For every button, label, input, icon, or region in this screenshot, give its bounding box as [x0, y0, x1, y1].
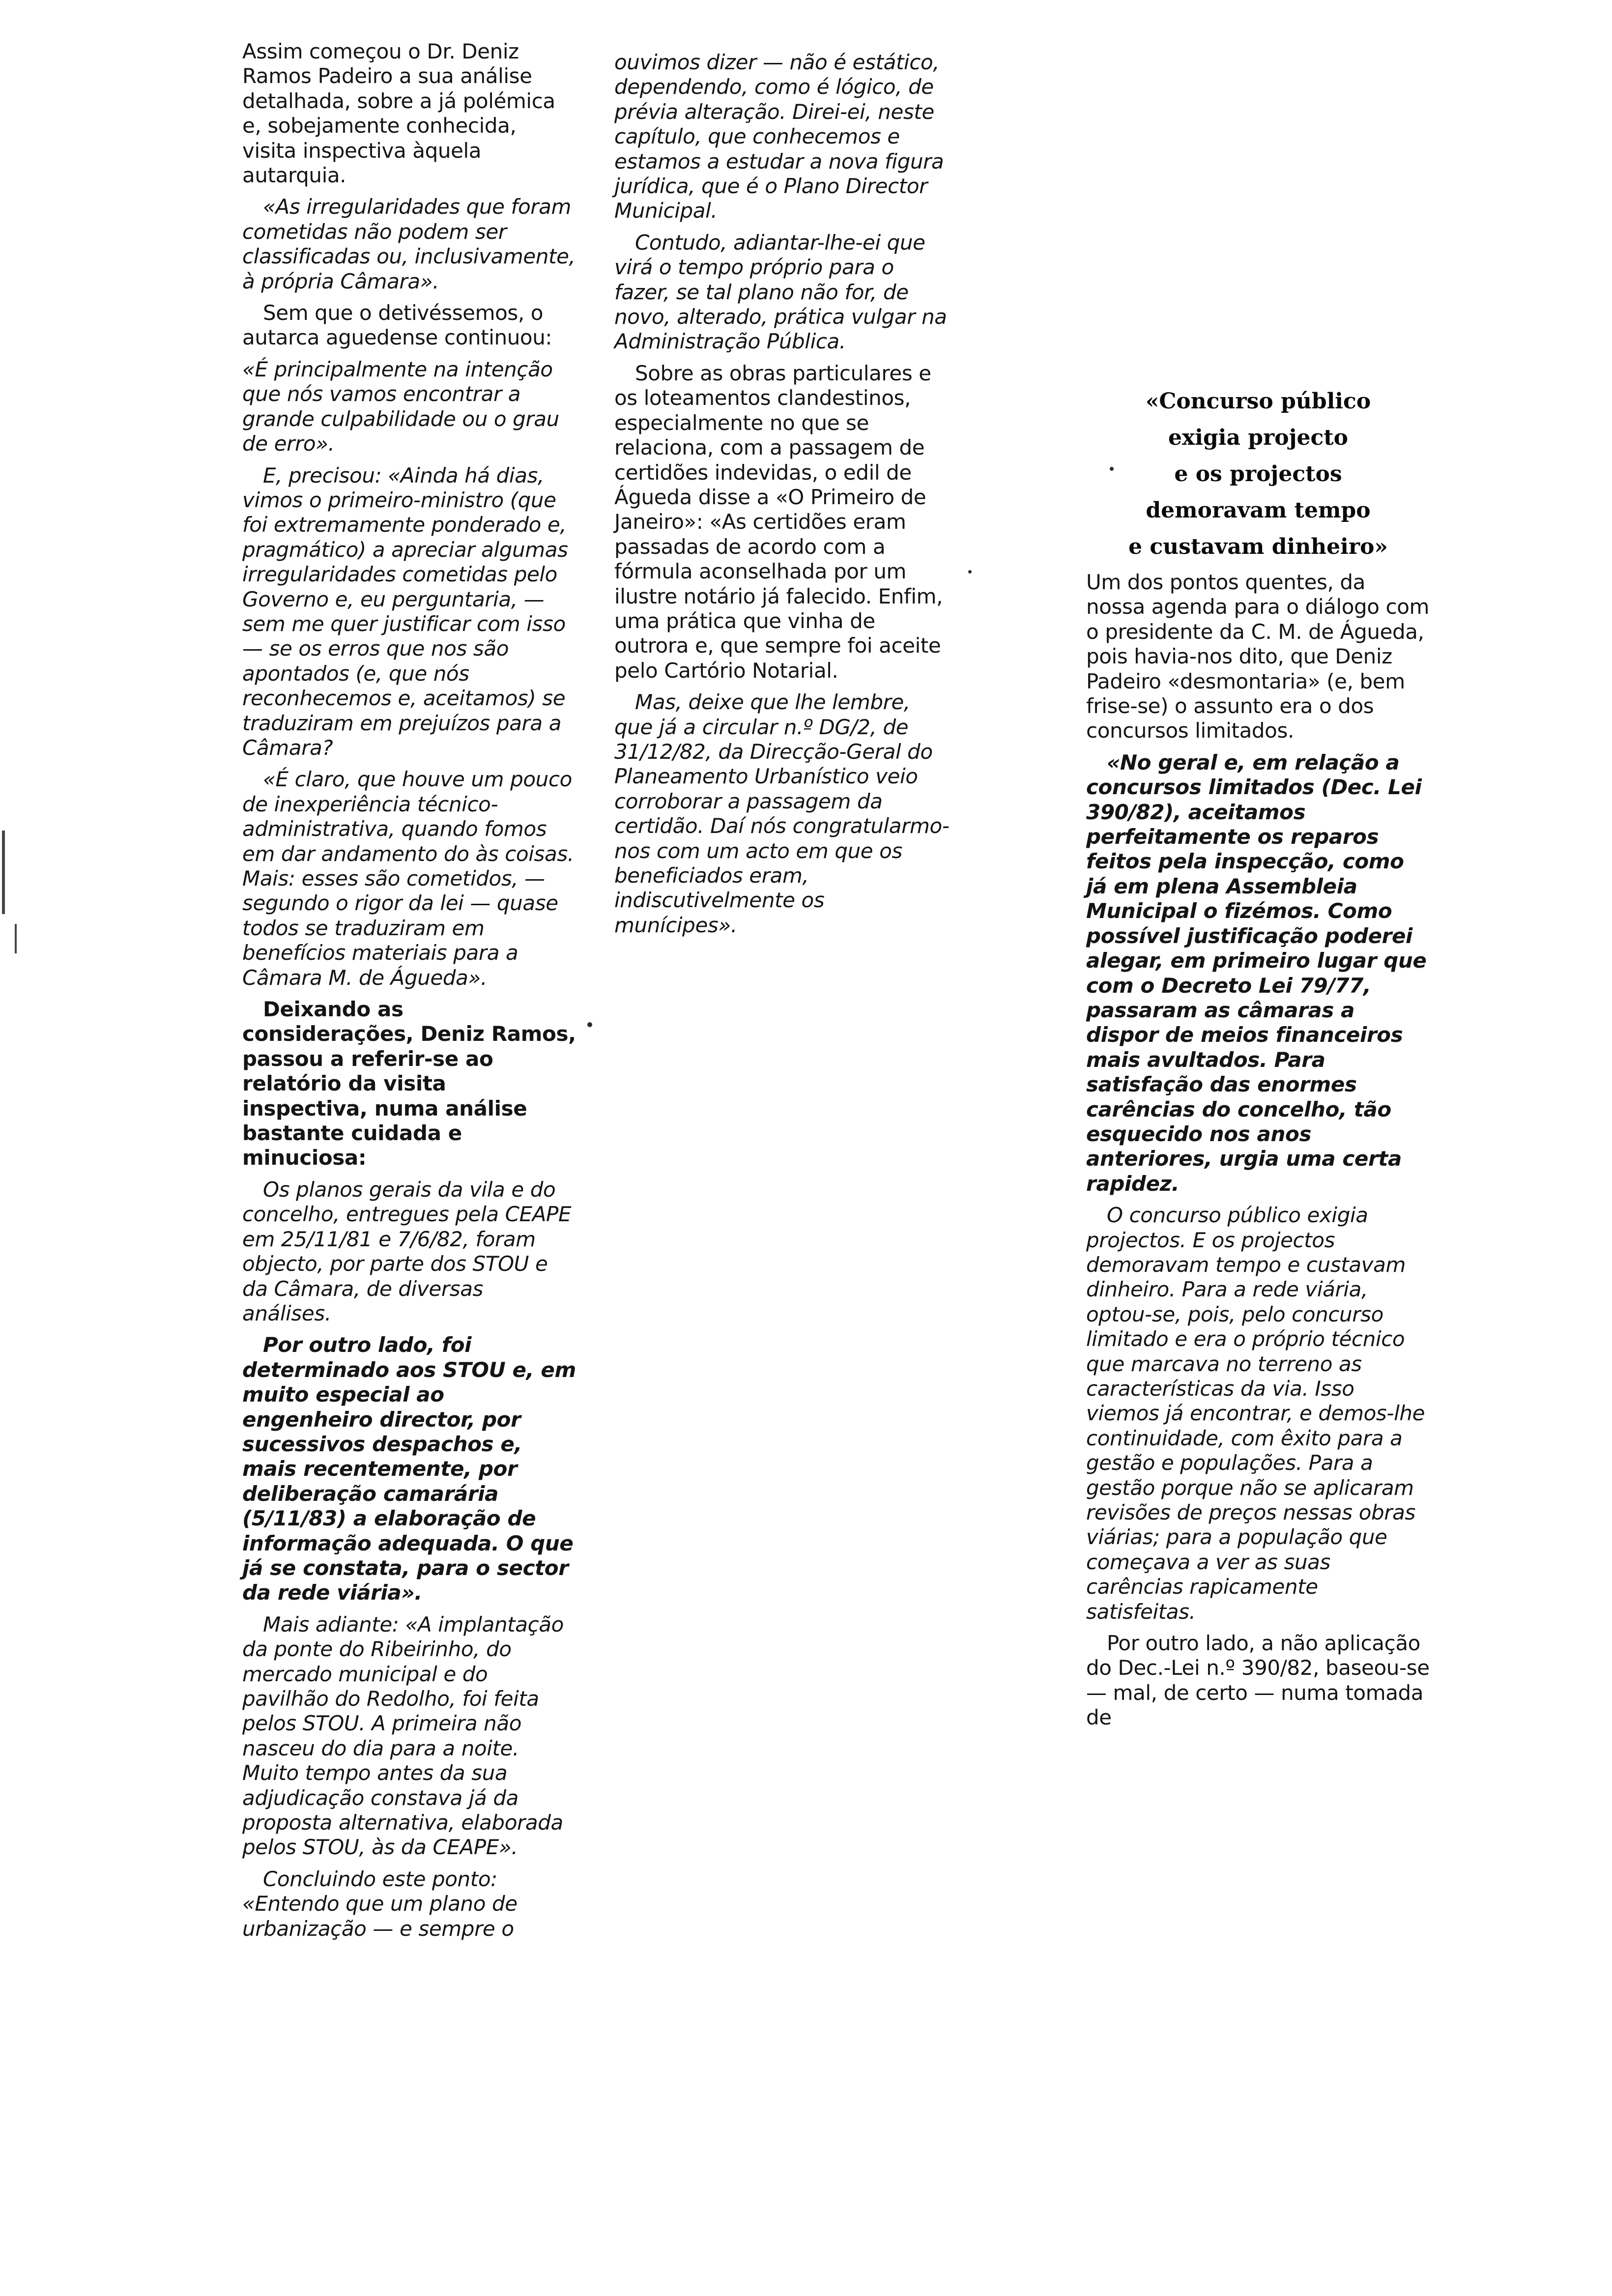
paragraph: Sem que o detivéssemos, o autarca aguedense continuou: — [242, 301, 552, 350]
paragraph: «É claro, que houve um pouco de inexperiência técnico-administrativa, quando fomos em dar andamento do às coisas. Mais: esses são cometidos, — segundo o rigor da lei — quase todos se traduziram em benefícios materiais para a Câmara M. de Águeda». — [242, 767, 580, 990]
paragraph: E, precisou: «Ainda há dias, vimos o primeiro-ministro (que foi extremamente ponderado e, pragmático) a apreciar algumas irregularidades cometidas pelo Governo e, eu perguntaria, — sem me quer justificar com isso — se os erros que nos são apontados (e, que nós reconhecemos e, aceitamos) se traduziram em prejuízos para a Câmara? — [242, 463, 575, 760]
paragraph: Concluindo este ponto: «Entendo que um plano de urbanização — e sempre o — [242, 1866, 524, 1941]
paragraph: Deixando as considerações, Deniz Ramos, passou a referir-se ao relatório da visita inspectiva, numa análise bastante cuidada e minuciosa: — [242, 997, 583, 1170]
headline-line: «Concurso público — [1145, 389, 1371, 414]
paragraph: Os planos gerais da vila e do concelho, entregues pela CEAPE em 25/11/81 e 7/6/82, foram objecto, por parte dos STOU e da Câmara, de diversas análises. — [242, 1177, 578, 1325]
paragraph: «As irregularidades que foram cometidas não podem ser classificadas ou, inclusivamente, à própria Câmara». — [242, 195, 582, 293]
article-column-3 — [1086, 570, 1436, 1737]
scan-speck — [2, 831, 5, 914]
scan-speck — [968, 570, 972, 574]
paragraph: Por outro lado, a não aplicação do Dec.-Lei n.º 390/82, baseou-se — mal, de certo — numa tomada de — [1086, 1631, 1436, 1730]
paragraph: ouvimos dizer — não é estático, dependendo, como é lógico, de prévia alteração. Direi-ei, neste capítulo, que conhecemos e estamos a estudar a nova figura jurídica, que é o Plano Director Municipal. — [614, 50, 950, 223]
article-column-2 — [614, 50, 953, 945]
article-column-1 — [242, 39, 583, 1948]
paragraph: «É principalmente na intenção que nós vamos encontrar a grande culpabilidade ou o grau de erro». — [242, 357, 566, 456]
headline-line: demoravam tempo — [1146, 498, 1371, 523]
scan-speck — [15, 924, 17, 953]
paragraph: Um dos pontos quentes, da nossa agenda para o diálogo com o presidente da C. M. de Águeda, pois havia-nos dito, que Deniz Padeiro «desmontaria» (e, bem frise-se) o assunto era o dos concursos limitados. — [1086, 570, 1436, 743]
paragraph: Contudo, adiantar-lhe-ei que virá o tempo próprio para o fazer, se tal plano não for, de novo, alterado, prática vulgar na Administração Pública. — [614, 230, 953, 354]
headline-line: e os projectos — [1174, 461, 1342, 487]
paragraph: Assim começou o Dr. Deniz Ramos Padeiro a sua análise detalhada, sobre a já polémica e, sobejamente conhecida, visita inspectiva àquela autarquia. — [242, 39, 562, 188]
paragraph: Mais adiante: «A implantação da ponte do Ribeirinho, do mercado municipal e do pavilhão do Redolho, foi feita pelos STOU. A primeira não nasceu do dia para a noite. Muito tempo antes da sua adjudicação constava já da proposta alternativa, elaborada pelos STOU, às da CEAPE». — [242, 1612, 570, 1860]
section-headline — [1096, 383, 1420, 565]
headline-line: e custavam dinheiro» — [1128, 534, 1388, 559]
headline-line: exigia projecto — [1168, 425, 1348, 450]
scan-speck — [587, 1022, 592, 1027]
paragraph: Por outro lado, foi determinado aos STOU e, em muito especial ao engenheiro director, por sucessivos despachos e, mais recentemente, por deliberação camarária (5/11/83) a elaboração de informação adequada. O que já se constata, para o sector da rede viária». — [242, 1333, 583, 1605]
paragraph: «No geral e, em relação a concursos limitados (Dec. Lei 390/82), aceitamos perfeitamente os reparos feitos pela inspecção, como já em plena Assembleia Municipal o fizémos. Como possível justificação poderei alegar, em primeiro lugar que com o Decreto Lei 79/77, passaram as câmaras a dispor de meios financeiros mais avultados. Para satisfação das enormes carências do concelho, tão esquecido nos anos anteriores, urgia uma certa rapidez. — [1086, 750, 1434, 1196]
scan-speck — [1110, 467, 1114, 471]
paragraph: Sobre as obras particulares e os loteamentos clandestinos, especialmente no que se relaciona, com a passagem de certidões indevidas, o edil de Águeda disse a «O Primeiro de Janeiro»: «As certidões eram passadas de acordo com a fórmula aconselhada por um ilustre notário já falecido. Enfim, uma prática que vinha de outrora e, que sempre foi aceite pelo Cartório Notarial. — [614, 361, 950, 683]
paragraph: O concurso público exigia projectos. E os projectos demoravam tempo e custavam dinheiro. Para a rede viária, optou-se, pois, pelo concurso limitado e era o próprio técnico que marcava no terreno as características da via. Isso viemos já encontrar, e demos-lhe continuidade, com êxito para a gestão e populações. Para a gestão porque não se aplicaram revisões de preços nessas obras viárias; para a população que começava a ver as suas carências rapicamente satisfeitas. — [1086, 1203, 1432, 1624]
paragraph: Mas, deixe que lhe lembre, que já a circular n.º DG/2, de 31/12/82, da Direcção-Geral do Planeamento Urbanístico veio corroborar a passagem da certidão. Daí nós congratularmo-nos com um acto em que os beneficiados eram, indiscutivelmente os munícipes». — [614, 690, 950, 937]
